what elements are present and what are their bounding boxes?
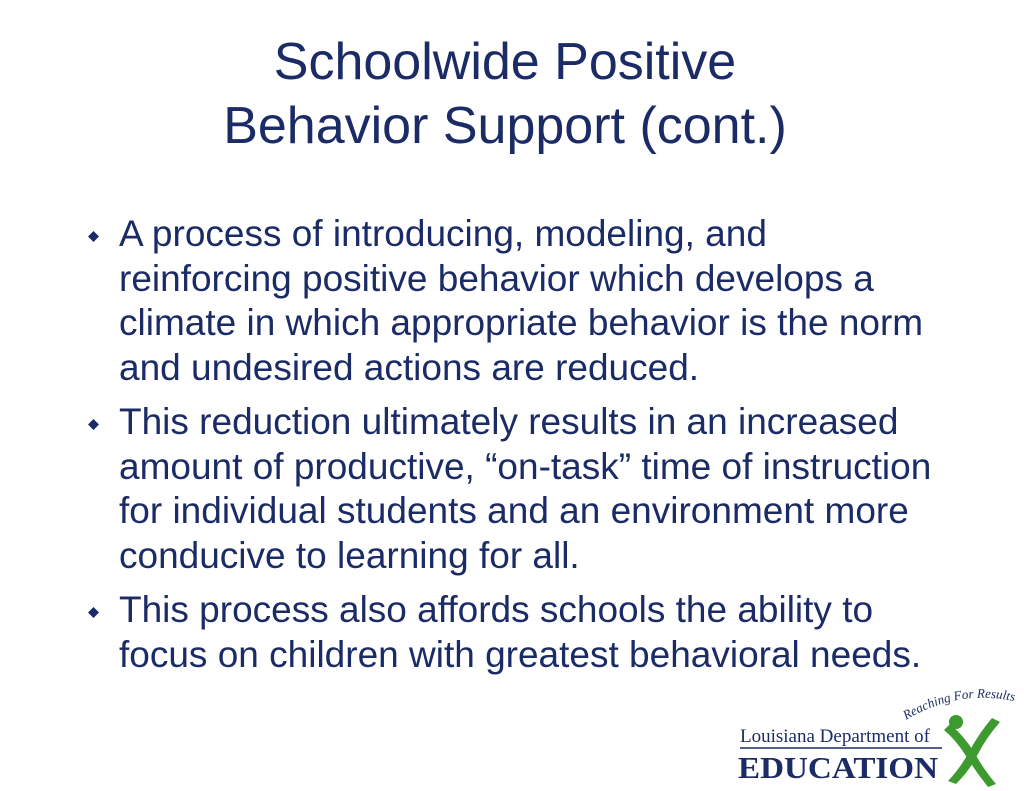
- bullet-item: [86, 212, 946, 390]
- title-line-2: Behavior Support (cont.): [223, 97, 787, 155]
- logo-line-2: EDUCATION: [738, 750, 938, 785]
- bullet-item: [86, 588, 946, 677]
- logo-tagline: Reaching For Results: [900, 686, 1017, 723]
- bullet-item: [86, 400, 946, 578]
- logo-line-1: Louisiana Department of: [740, 726, 930, 747]
- diamond-bullet-icon: [88, 231, 99, 242]
- bullet-text: This reduction ultimately results in an increased amount of productive, “on-task” time of instruction for individual students and an environment more conducive to learning for all.: [119, 401, 932, 576]
- diamond-bullet-icon: [88, 607, 99, 618]
- bullet-text: A process of introducing, modeling, and reinforcing positive behavior which develops a climate in which appropriate behavior is the norm and undesired actions are reduced.: [119, 213, 924, 388]
- x-figure-icon: [944, 715, 1000, 787]
- title-line-1: Schoolwide Positive: [273, 33, 737, 91]
- diamond-bullet-icon: [88, 419, 99, 430]
- page-title: [0, 30, 1010, 158]
- bullet-list: [86, 212, 946, 687]
- louisiana-education-logo: [734, 686, 1024, 791]
- bullet-text: This process also affords schools the ability to focus on children with greatest behavioral needs.: [119, 589, 922, 675]
